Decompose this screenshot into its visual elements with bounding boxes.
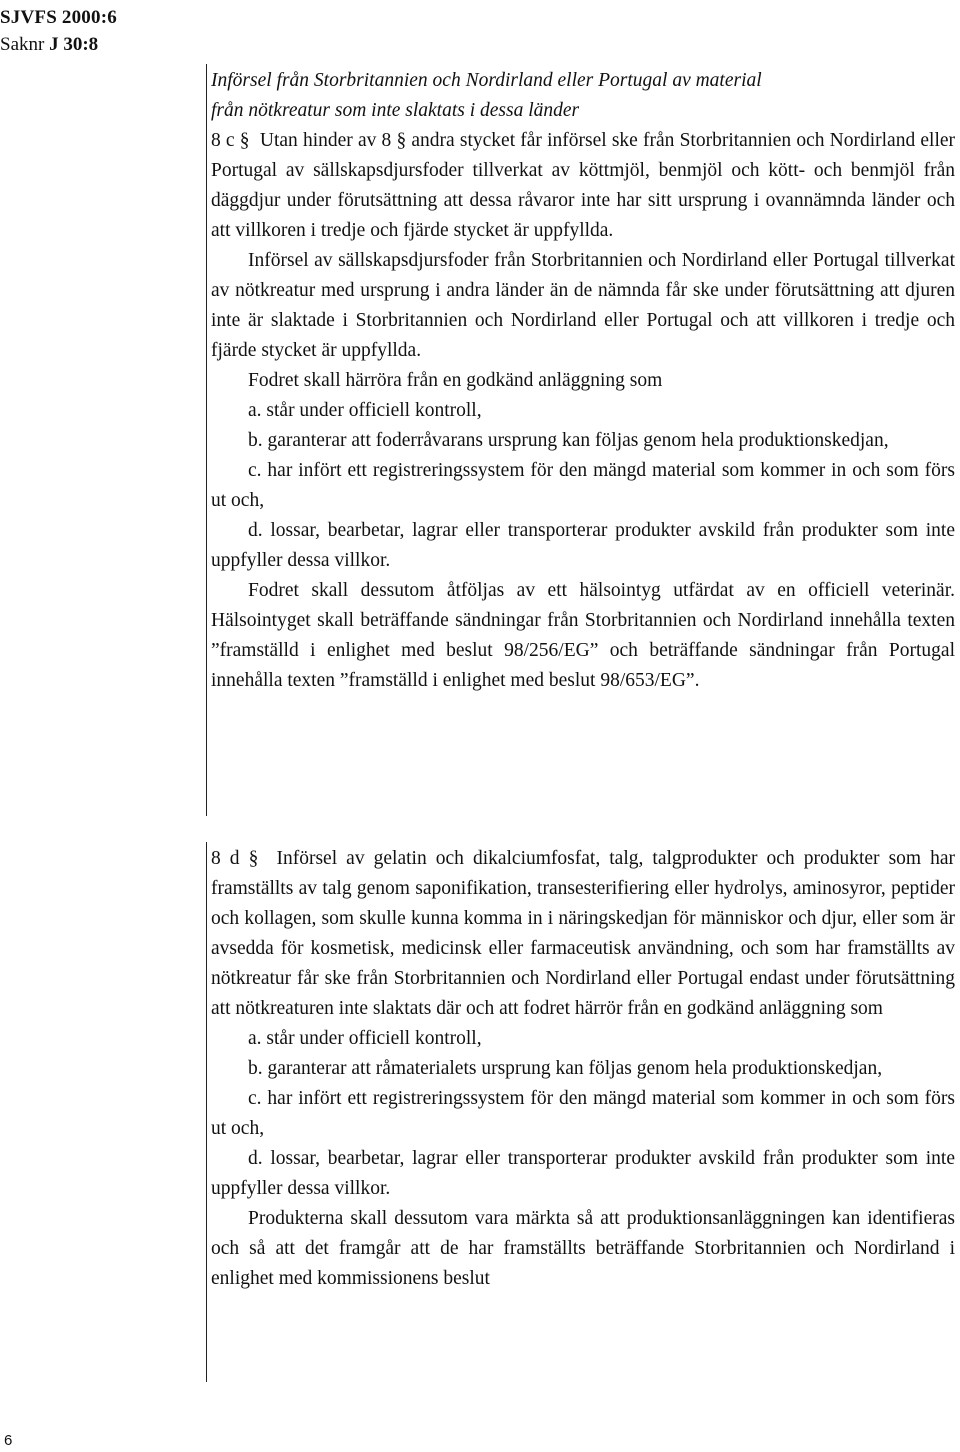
paragraph-8d-first [211, 844, 955, 1024]
section-8d [211, 844, 955, 1294]
list-item-c: c. har infört ett registreringssystem för den mängd material som kommer in och som förs ut och, [211, 1088, 955, 1139]
paragraph-8c-first [211, 126, 955, 246]
paragraph-8c-third-intro: Fodret skall härröra från en godkänd anläggning som [248, 370, 663, 391]
list-item-a: a. står under officiell kontroll, [248, 400, 482, 421]
page-number: 6 [4, 1432, 13, 1449]
section-heading-line2: från nötkreatur som inte slaktats i dessa länder [211, 100, 580, 121]
section-heading-line1: Införsel från Storbritannien och Nordirland eller Portugal av material [211, 70, 762, 91]
paragraph-symbol: § [248, 848, 259, 869]
list-item-d: d. lossar, bearbetar, lagrar eller transporterar produkter avskild från produkter som inte uppfyller dessa villkor. [211, 1148, 955, 1199]
paragraph-symbol: § [239, 130, 250, 151]
list-item-c: c. har infört ett registreringssystem för den mängd material som kommer in och som förs ut och, [211, 460, 955, 511]
list-item-a: a. står under officiell kontroll, [248, 1028, 482, 1049]
paragraph-8c-fourth: Fodret skall dessutom åtföljas av ett hälsointyg utfärdat av en officiell veterinär. Hälsointyget skall beträffande sändningar från Storbritannien och Nordirland innehålla texten ”framställd i enlighet med beslut 98/256/EG” och beträffande sändningar från Portugal innehålla texten ”framställd i enlighet med beslut 98/653/EG”. [211, 580, 955, 691]
list-item-b: b. garanterar att foderråvarans ursprung kan följas genom hela produktionskedjan, [248, 430, 889, 451]
paragraph-8d-last: Produkterna skall dessutom vara märkta så att produktionsanläggningen kan identifieras och så att det framgår att de har framställts beträffande Storbritannien och Nordirland i enlighet med kommissionens beslut [211, 1208, 955, 1289]
change-bar-8d [206, 842, 207, 1382]
paragraph-number: 8 c [211, 130, 235, 151]
list-item-b: b. garanterar att råmaterialets ursprung kan följas genom hela produktionskedjan, [248, 1058, 883, 1079]
section-8c [211, 66, 955, 696]
paragraph-text: Införsel av gelatin och dikalciumfosfat, talg, talgprodukter och produkter som har framställts av talg genom saponifikation, transesterifiering eller hydrolys, aminosyror, peptider och kollagen, som skulle kunna komma in i näringskedjan för människor och djur, eller som är avsedda för kosmetisk, medicinsk eller farmaceutisk användning, och som har framställts av nötkreatur får ske från Storbritannien och Nordirland eller Portugal endast under förutsättning att nötkreaturen inte slaktats där och att fodret härrör från en godkänd anläggning som [211, 848, 956, 1019]
status-line [0, 31, 117, 58]
paragraph-8c-second: Införsel av sällskapsdjursfoder från Storbritannien och Nordirland eller Portugal tillverkat av nötkreatur med ursprung i andra länder än de nämnda får ske under förutsättning att djuren inte är slaktade i Storbritannien och Nordirland eller Portugal och att villkoren i tredje och fjärde stycket är uppfyllda. [211, 250, 955, 361]
paragraph-number: 8 d [211, 848, 240, 869]
document-code: SJVFS 2000:6 [0, 7, 117, 28]
status-value: J 30:8 [49, 34, 99, 55]
change-bar-8c [206, 64, 207, 816]
status-label: Saknr [0, 34, 45, 55]
list-item-d: d. lossar, bearbetar, lagrar eller transporterar produkter avskild från produkter som inte uppfyller dessa villkor. [211, 520, 955, 571]
paragraph-text: Utan hinder av 8 § andra stycket får införsel ske från Storbritannien och Nordirland eller Portugal av sällskapsdjursfoder tillverkat av köttmjöl, benmjöl och kött- och benmjöl från däggdjur under förutsättning att dessa råvaror inte har sitt ursprung i ovannämnda länder och att villkoren i tredje och fjärde stycket är uppfyllda. [211, 130, 956, 241]
running-header [0, 4, 117, 58]
